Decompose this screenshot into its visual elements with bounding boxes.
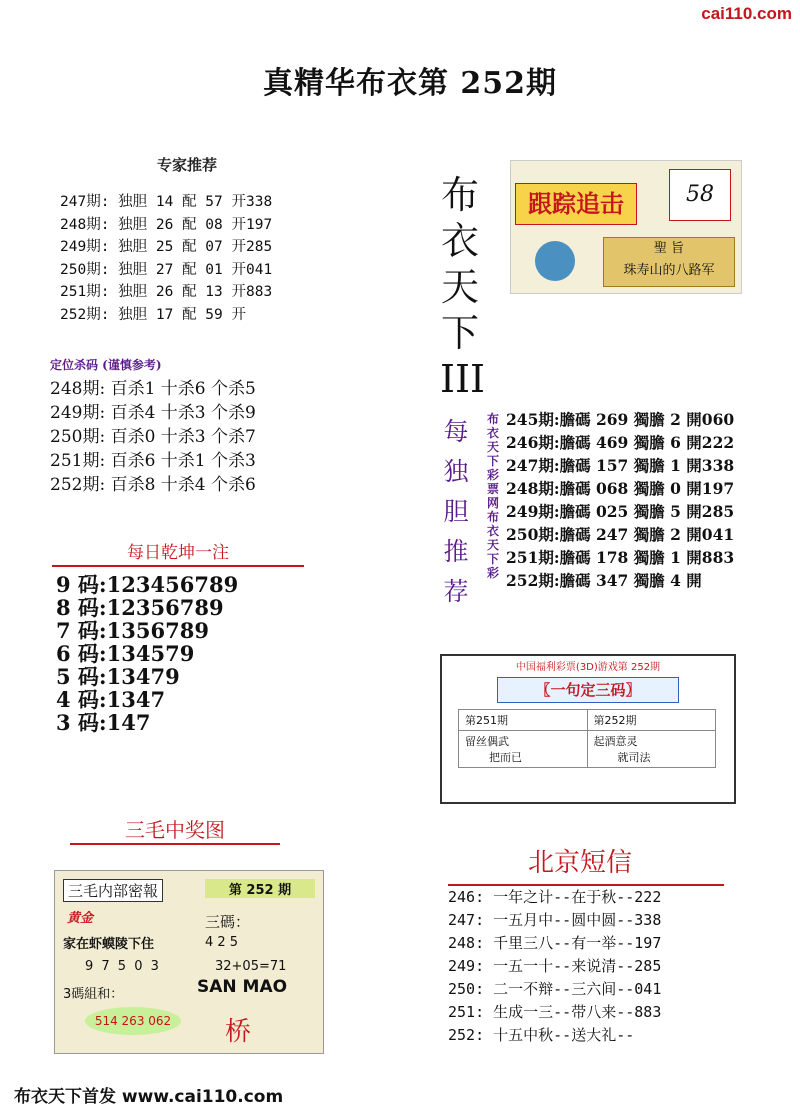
scroll-title: 聖 旨 xyxy=(653,241,685,256)
kill-line: 250期: 百杀0 十杀3 个杀7 xyxy=(50,427,256,447)
vertical-char: 布 xyxy=(486,412,499,426)
kill-line: 248期: 百杀1 十杀6 个杀5 xyxy=(50,379,256,399)
expert-line: 247期: 独胆 14 配 57 开338 xyxy=(60,194,273,210)
expert-line: 252期: 独胆 17 配 59 开 xyxy=(60,306,246,323)
expert-lines xyxy=(52,191,322,326)
vertical-char: 彩 xyxy=(486,566,499,580)
vertical-char: 胆 xyxy=(443,497,469,526)
expert-line: 248期: 独胆 26 配 08 开197 xyxy=(60,216,273,233)
daily-line: 5 码:13479 xyxy=(56,664,180,689)
pick-line: 246期:膽碼 469 獨膽 6 開222 xyxy=(506,433,735,452)
riddle-col2-head: 第252期 xyxy=(587,710,716,731)
daily-lines xyxy=(52,573,304,734)
issue-suffix: 期 xyxy=(278,883,292,898)
vertical-char: 天 xyxy=(486,538,499,552)
vertical-char: 布 xyxy=(440,173,479,217)
site-logo[interactable]: cai110.com xyxy=(701,4,792,23)
signature-box: 58 xyxy=(669,169,731,221)
page-title: 真精华布衣第 252期 xyxy=(262,66,558,101)
daily-line: 8 码:12356789 xyxy=(56,595,224,620)
vertical-title xyxy=(440,172,486,402)
daily-line: 9 码:123456789 xyxy=(56,572,239,597)
pick-line: 249期:膽碼 025 獨膽 5 開285 xyxy=(506,502,735,521)
issue-label: 第 xyxy=(228,883,242,898)
vertical-char: 天 xyxy=(440,265,479,309)
scroll-text: 珠寿山的八路军 xyxy=(623,263,715,278)
vertical-char: 票 xyxy=(486,482,499,496)
tracking-banner: 跟踪追击 xyxy=(515,183,637,225)
kill-line: 252期: 百杀8 十杀4 个杀6 xyxy=(50,475,256,495)
vertical-char: 天 xyxy=(486,440,499,454)
beijing-title: 北京短信 xyxy=(527,848,632,878)
sanmao-image xyxy=(54,870,324,1054)
riddle-col2-body xyxy=(587,731,716,768)
pick-line: 248期:膽碼 068 獨膽 0 開197 xyxy=(506,479,735,498)
riddle-col1-head: 第251期 xyxy=(459,710,588,731)
beijing-line: 251: 生成一三--带八来--883 xyxy=(448,1003,662,1021)
beijing-line: 247: 一五月中--圆中圆--338 xyxy=(448,911,662,929)
expert-line: 249期: 独胆 25 配 07 开285 xyxy=(60,239,273,255)
vertical-char: 独 xyxy=(443,457,469,486)
vertical-char: 推 xyxy=(443,537,469,566)
riddle-banner: 〖一句定三码〗 xyxy=(497,677,679,703)
pick-line: 252期:膽碼 347 獨膽 4 開 xyxy=(506,571,702,590)
tracking-image xyxy=(510,160,742,294)
vertical-char: 荐 xyxy=(443,577,469,606)
beijing-line: 250: 二一不辩--三六间--041 xyxy=(448,980,662,998)
sanmao-gold: 黄金 xyxy=(67,911,94,926)
sanmao-title: 三毛中奖图 xyxy=(70,814,280,845)
sanmao-sum: 32+05=71 xyxy=(215,959,287,974)
riddle-box xyxy=(440,654,736,804)
vertical-char: 下 xyxy=(440,311,479,355)
beijing-line: 252: 十五中秋--送大礼-- xyxy=(448,1026,635,1044)
kill-line: 251期: 百杀6 十杀1 个杀3 xyxy=(50,451,256,471)
kill-panel xyxy=(50,356,320,497)
expert-panel xyxy=(52,154,322,326)
pick-line: 250期:膽碼 247 獨膽 2 開041 xyxy=(506,525,735,544)
beijing-line: 246: 一年之计--在于秋--222 xyxy=(448,888,662,906)
vertical-char: 彩 xyxy=(486,468,499,482)
expert-title: 专家推荐 xyxy=(156,156,217,174)
vertical-char: 衣 xyxy=(440,219,479,263)
sanmao-combo-values: 514 263 062 xyxy=(85,1007,181,1035)
issue-number: 252 xyxy=(246,883,274,898)
daily-line: 6 码:134579 xyxy=(56,641,195,666)
sanmao-combo-label: 3碼組和： xyxy=(63,987,124,1002)
globe-icon xyxy=(535,241,575,281)
riddle-text: 起酒意灵 xyxy=(593,735,638,748)
pick-line: 247期:膽碼 157 獨膽 1 開338 xyxy=(506,456,735,475)
kill-lines xyxy=(50,377,320,497)
daily-line: 4 码:1347 xyxy=(56,687,166,712)
daily-title: 每日乾坤一注 xyxy=(52,538,304,567)
beijing-line: 249: 一五一十--来说清--285 xyxy=(448,957,662,975)
riddle-text: 留丝偶武 xyxy=(465,735,509,748)
vertical-char: 衣 xyxy=(486,524,499,538)
kill-line: 249期: 百杀4 十杀3 个杀9 xyxy=(50,403,256,423)
vertical-char: 网 xyxy=(486,496,499,510)
riddle-table xyxy=(458,709,716,768)
vertical-char: 衣 xyxy=(486,426,499,440)
beijing-line: 248: 千里三八--有一举--197 xyxy=(448,934,662,952)
riddle-text: 就司法 xyxy=(617,751,651,764)
daily-line: 7 码:1356789 xyxy=(56,618,209,643)
vertical-char: 下 xyxy=(486,454,499,468)
vertical-char: III xyxy=(440,357,486,401)
expert-line: 250期: 独胆 27 配 01 开041 xyxy=(60,261,273,278)
sanmao-numbers: 9 7 5 0 3 xyxy=(85,959,161,974)
daily-line: 3 码:147 xyxy=(56,710,151,735)
sanmao-brand: SAN MAO xyxy=(197,977,288,997)
riddle-col1-body xyxy=(459,731,588,768)
riddle-text: 把而已 xyxy=(489,751,522,764)
expert-line: 251期: 独胆 26 配 13 开883 xyxy=(60,284,273,300)
sanmao-bridge: 桥 xyxy=(225,1017,252,1047)
vertical-char: 每 xyxy=(443,417,469,446)
vertical-char: 布 xyxy=(486,510,499,524)
sanmao-inner-title: 三毛内部密報 xyxy=(63,879,163,902)
sanmao-issue xyxy=(205,879,315,898)
pick-line: 245期:膽碼 269 獨膽 2 開060 xyxy=(506,410,735,429)
sanmao-three-values: 4 2 5 xyxy=(205,935,239,950)
daily-pick-small-vertical xyxy=(484,412,502,580)
footer-text[interactable]: 布衣天下首发 www.cai110.com xyxy=(14,1087,284,1107)
sanmao-three-label: 三碼： xyxy=(205,913,251,931)
pick-line: 251期:膽碼 178 獨膽 1 開883 xyxy=(506,548,735,567)
beijing-lines xyxy=(448,886,661,1047)
riddle-header: 中国福利彩票(3D)游戏第 252期 xyxy=(515,662,661,673)
daily-pick-lines xyxy=(506,408,734,592)
daily-pick-vertical xyxy=(438,412,474,612)
kill-title: 定位杀码 (谨慎参考) xyxy=(50,358,162,372)
sanmao-phrase: 家在虾蟆陵下住 xyxy=(63,937,155,952)
vertical-char: 下 xyxy=(486,552,499,566)
scroll-banner xyxy=(603,237,735,287)
daily-panel xyxy=(52,538,304,734)
